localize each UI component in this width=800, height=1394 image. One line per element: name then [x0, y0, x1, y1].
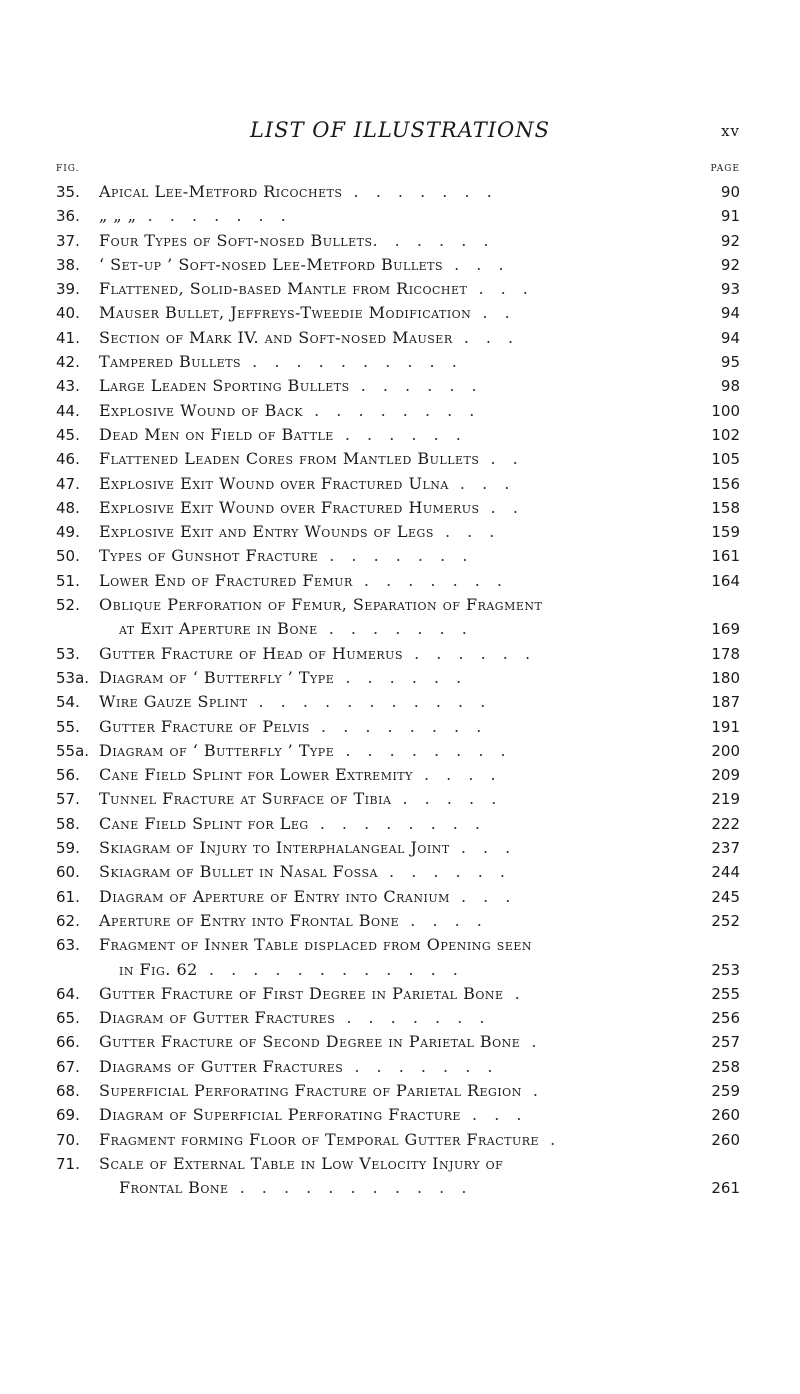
page-header — [0, 118, 800, 148]
figure-number: 61. — [56, 887, 80, 906]
figure-title — [99, 690, 699, 714]
list-item — [0, 204, 800, 228]
list-item — [0, 1152, 800, 1201]
figure-title — [99, 860, 699, 884]
figure-number: 57. — [56, 790, 80, 809]
figure-title — [99, 593, 699, 642]
list-item — [0, 787, 800, 811]
leader-dots: . . . . . . . — [335, 1008, 491, 1028]
leader-dots: . . . . . . — [349, 376, 483, 396]
figure-title — [99, 739, 699, 763]
page-ref: 91 — [720, 207, 740, 226]
title-line-1: ‘ Set-up ’ Soft-nosed Lee-Metford Bullets — [99, 254, 444, 274]
figure-number: 42. — [56, 353, 80, 372]
figure-number: 49. — [56, 523, 80, 542]
leader-dots: . . . — [443, 254, 510, 274]
page-ref: 260 — [711, 1106, 740, 1125]
figure-number: 70. — [56, 1130, 80, 1149]
leader-dots: . . . . . . . . — [334, 740, 512, 760]
list-item — [0, 593, 800, 642]
figure-title — [99, 447, 699, 471]
figure-number: 58. — [56, 814, 80, 833]
leader-dots: . . . — [467, 279, 534, 299]
leader-dots: . . . . . . — [377, 862, 511, 882]
page-ref: 178 — [711, 644, 740, 663]
figure-title — [99, 642, 699, 666]
leader-dots: . — [503, 983, 526, 1003]
list-item — [0, 520, 800, 544]
page-ref: 94 — [720, 328, 740, 347]
list-item — [0, 1079, 800, 1103]
page-ref: 98 — [720, 377, 740, 396]
title-line-1: Explosive Exit and Entry Wounds of Legs — [99, 522, 434, 542]
list-item — [0, 715, 800, 739]
title-line-1: Explosive Wound of Back — [99, 400, 304, 420]
figure-number: 71. — [56, 1154, 80, 1173]
figure-title — [99, 350, 699, 374]
figure-number: 55. — [56, 717, 80, 736]
figure-title — [99, 715, 699, 739]
figure-title — [99, 885, 699, 909]
figure-number: 40. — [56, 304, 80, 323]
title-line-1: Skiagram of Injury to Interphalangeal Joint — [99, 838, 450, 858]
figure-number: 67. — [56, 1057, 80, 1076]
title-line-1: Types of Gunshot Fracture — [99, 546, 319, 566]
page-ref: 255 — [711, 984, 740, 1003]
page-ref: 102 — [711, 425, 740, 444]
page-ref: 209 — [711, 766, 740, 785]
leader-dots: . . . . . . — [403, 643, 537, 663]
list-item — [0, 301, 800, 325]
title-line-1: Skiagram of Bullet in Nasal Fossa — [99, 862, 378, 882]
leader-dots: . . . . . . — [372, 230, 495, 250]
title-line-1: Four Types of Soft-nosed Bullets — [99, 230, 373, 250]
list-item — [0, 447, 800, 471]
title-line-1: Fragment forming Floor of Temporal Gutter Fracture — [99, 1129, 540, 1149]
figure-title — [99, 787, 699, 811]
figure-number: 56. — [56, 766, 80, 785]
figure-number: 53a. — [56, 668, 90, 687]
figure-title — [99, 569, 699, 593]
list-item — [0, 569, 800, 593]
title-line-1: Diagram of Superficial Perforating Fracture — [99, 1105, 461, 1125]
title-line-1: Oblique Perforation of Femur, Separation of Fragment — [99, 595, 543, 615]
leader-dots: . . . . — [399, 910, 488, 930]
page-ref: 156 — [711, 474, 740, 493]
title-line-1: Cane Field Splint for Lower Extremity — [99, 765, 413, 785]
list-item — [0, 1055, 800, 1079]
page-ref: 92 — [720, 255, 740, 274]
list-item — [0, 472, 800, 496]
leader-dots: . . . . . . — [334, 667, 468, 687]
figure-number: 69. — [56, 1106, 80, 1125]
title-line-1: Flattened Leaden Cores from Mantled Bullets — [99, 449, 480, 469]
page-ref: 259 — [711, 1081, 740, 1100]
figure-title — [99, 204, 699, 228]
leader-dots: . . . . . . . — [317, 619, 473, 639]
leader-dots: . . . . . . . — [343, 1056, 499, 1076]
title-line-1: Gutter Fracture of Head of Humerus — [99, 643, 403, 663]
title-line-2: in Fig. 62 — [119, 959, 198, 979]
title-line-1: Diagram of Aperture of Entry into Cranium — [99, 886, 450, 906]
figure-number: 52. — [56, 596, 80, 615]
figure-title — [99, 1103, 699, 1127]
title-line-1: Gutter Fracture of First Degree in Parietal Bone — [99, 983, 504, 1003]
figure-number: 50. — [56, 547, 80, 566]
leader-dots: . . — [479, 449, 524, 469]
list-item — [0, 423, 800, 447]
figure-title — [99, 1006, 699, 1030]
list-item — [0, 326, 800, 350]
leader-dots: . . . . . . . . . . . — [247, 692, 492, 712]
title-line-1: Diagram of ‘ Butterfly ’ Type — [99, 740, 335, 760]
list-item — [0, 1103, 800, 1127]
title-line-1: Gutter Fracture of Pelvis — [99, 716, 310, 736]
title-line-1: Lower End of Fractured Femur — [99, 570, 353, 590]
title-line-1: Apical Lee-Metford Ricochets — [99, 182, 343, 201]
figure-title — [99, 836, 699, 860]
figure-number: 37. — [56, 231, 80, 250]
list-item — [0, 909, 800, 933]
figure-title — [99, 229, 699, 253]
figure-number: 47. — [56, 474, 80, 493]
leader-dots: . . . . . . . — [136, 206, 292, 226]
page-ref: 253 — [711, 960, 740, 979]
leader-dots: . . . . . . . — [352, 570, 509, 590]
figure-number: 38. — [56, 255, 80, 274]
title-line-1: Diagrams of Gutter Fractures — [99, 1056, 344, 1076]
list-item — [0, 1030, 800, 1054]
list-item — [0, 739, 800, 763]
figure-number: 44. — [56, 401, 80, 420]
leader-dots: . . . — [448, 473, 516, 493]
title-line-1: Superficial Perforating Fracture of Parietal Region — [99, 1080, 522, 1100]
list-item — [0, 933, 800, 982]
illustration-list — [0, 180, 800, 1200]
leader-dots: . . . . . . . — [318, 546, 474, 566]
page-ref: 261 — [711, 1179, 740, 1198]
figure-number: 46. — [56, 450, 80, 469]
leader-dots: . . . . . . . . . . . — [228, 1178, 473, 1198]
list-item — [0, 253, 800, 277]
page-ref: 219 — [711, 790, 740, 809]
list-item — [0, 180, 800, 204]
leader-dots: . . . . . — [391, 789, 503, 809]
list-item — [0, 544, 800, 568]
title-line-1: „ „ „ — [99, 206, 137, 226]
page-ref: 92 — [720, 231, 740, 250]
leader-dots: . — [539, 1129, 562, 1149]
page-ref: 244 — [711, 863, 740, 882]
list-item — [0, 642, 800, 666]
title-line-1: Cane Field Splint for Leg — [99, 813, 309, 833]
list-item — [0, 885, 800, 909]
figure-number: 39. — [56, 280, 80, 299]
title-line-1: Fragment of Inner Table displaced from Opening seen — [99, 935, 532, 955]
figure-title — [99, 180, 699, 204]
title-line-1: Flattened, Solid-based Mantle from Ricochet — [99, 279, 468, 299]
title-line-1: Mauser Bullet, Jeffreys-Tweedie Modification — [99, 303, 472, 323]
list-item — [0, 763, 800, 787]
figure-title — [99, 301, 699, 325]
page-ref: 200 — [711, 741, 740, 760]
figure-number: 53. — [56, 644, 80, 663]
page-ref: 256 — [711, 1009, 740, 1028]
list-item — [0, 1128, 800, 1152]
leader-dots: . . . — [449, 838, 517, 858]
title-line-1: Aperture of Entry into Frontal Bone — [99, 910, 400, 930]
figure-number: 51. — [56, 571, 80, 590]
list-item — [0, 374, 800, 398]
figure-number: 54. — [56, 693, 80, 712]
figure-title — [99, 472, 699, 496]
column-headings — [56, 164, 740, 178]
figure-title — [99, 423, 699, 447]
page-ref: 237 — [711, 839, 740, 858]
leader-dots: . . — [479, 497, 524, 517]
page-ref: 158 — [711, 498, 740, 517]
figure-title — [99, 374, 699, 398]
figure-number: 43. — [56, 377, 80, 396]
figure-number: 36. — [56, 207, 80, 226]
figure-title — [99, 544, 699, 568]
list-item — [0, 690, 800, 714]
figure-number: 55a. — [56, 741, 90, 760]
leader-dots: . . . . . . . . . . — [241, 352, 463, 372]
page-ref: 105 — [711, 450, 740, 469]
title-line-1: Explosive Exit Wound over Fractured Humerus — [99, 497, 480, 517]
figure-title — [99, 933, 699, 982]
figure-title — [99, 496, 699, 520]
fig-column-heading: FIG. — [56, 164, 80, 174]
figure-title — [99, 1128, 699, 1152]
figure-title — [99, 763, 699, 787]
figure-title — [99, 666, 699, 690]
figure-number: 63. — [56, 936, 80, 955]
figure-title — [99, 399, 699, 423]
list-item — [0, 1006, 800, 1030]
page-number: xv — [721, 122, 740, 140]
list-item — [0, 350, 800, 374]
title-line-1: Explosive Exit Wound over Fractured Ulna — [99, 473, 449, 493]
figure-number: 66. — [56, 1033, 80, 1052]
page-ref: 222 — [711, 814, 740, 833]
figure-number: 62. — [56, 911, 80, 930]
list-item — [0, 836, 800, 860]
leader-dots: . . . — [460, 1105, 528, 1125]
page-ref: 164 — [711, 571, 740, 590]
page-ref: 90 — [720, 183, 740, 201]
figure-title — [99, 1030, 699, 1054]
page-ref: 191 — [711, 717, 740, 736]
figure-number: 60. — [56, 863, 80, 882]
page-ref: 93 — [720, 280, 740, 299]
leader-dots: . . . . . . . . — [309, 716, 488, 736]
leader-dots: . — [521, 1080, 544, 1100]
figure-number: 35. — [56, 183, 80, 201]
title-line-1: Gutter Fracture of Second Degree in Parietal Bone — [99, 1032, 521, 1052]
leader-dots: . . — [471, 303, 516, 323]
title-line-1: Large Leaden Sporting Bullets — [99, 376, 350, 396]
title-line-1: Tampered Bullets — [99, 352, 242, 372]
leader-dots: . . . . . . . . — [303, 400, 481, 420]
list-item — [0, 399, 800, 423]
list-item — [0, 496, 800, 520]
page-ref: 258 — [711, 1057, 740, 1076]
running-title: LIST OF ILLUSTRATIONS — [249, 118, 550, 142]
figure-title — [99, 812, 699, 836]
leader-dots: . . . — [433, 522, 501, 542]
figure-title — [99, 1152, 699, 1201]
page-ref: 159 — [711, 523, 740, 542]
page-ref: 100 — [711, 401, 740, 420]
list-item — [0, 666, 800, 690]
leader-dots: . . . . . . . — [342, 182, 498, 201]
title-line-1: Diagram of ‘ Butterfly ’ Type — [99, 667, 335, 687]
title-line-1: Wire Gauze Splint — [99, 692, 248, 712]
title-line-1: Diagram of Gutter Fractures — [99, 1008, 336, 1028]
figure-title — [99, 253, 699, 277]
list-item — [0, 277, 800, 301]
figure-number: 45. — [56, 425, 80, 444]
figure-number: 59. — [56, 839, 80, 858]
leader-dots: . . . — [452, 327, 520, 347]
page-ref: 252 — [711, 911, 740, 930]
leader-dots: . — [520, 1032, 543, 1052]
figure-number: 48. — [56, 498, 80, 517]
title-line-1: Section of Mark IV. and Soft-nosed Mauser — [99, 327, 453, 347]
figure-title — [99, 982, 699, 1006]
page-ref: 245 — [711, 887, 740, 906]
figure-number: 68. — [56, 1081, 80, 1100]
figure-title — [99, 909, 699, 933]
page-ref: 257 — [711, 1033, 740, 1052]
title-line-2: at Exit Aperture in Bone — [119, 619, 318, 639]
leader-dots: . . . . . . . . . . . . — [197, 959, 464, 979]
figure-number: 65. — [56, 1009, 80, 1028]
figure-title — [99, 1079, 699, 1103]
list-item — [0, 229, 800, 253]
page-column-heading: PAGE — [710, 164, 740, 174]
title-line-1: Tunnel Fracture at Surface of Tibia — [99, 789, 392, 809]
leader-dots: . . . . . . . . — [308, 813, 487, 833]
figure-title — [99, 1055, 699, 1079]
figure-title — [99, 277, 699, 301]
figure-title — [99, 326, 699, 350]
title-line-1: Scale of External Table in Low Velocity Injury of — [99, 1153, 504, 1173]
leader-dots: . . . — [449, 886, 517, 906]
figure-number: 64. — [56, 984, 80, 1003]
page-ref: 95 — [720, 353, 740, 372]
page-ref: 187 — [711, 693, 740, 712]
figure-number: 41. — [56, 328, 80, 347]
leader-dots: . . . . . . — [333, 424, 467, 444]
page-ref: 180 — [711, 668, 740, 687]
figure-title — [99, 520, 699, 544]
page-ref: 260 — [711, 1130, 740, 1149]
leader-dots: . . . . — [412, 765, 502, 785]
list-item — [0, 812, 800, 836]
title-line-2: Frontal Bone — [119, 1178, 229, 1198]
list-item — [0, 860, 800, 884]
page-ref: 94 — [720, 304, 740, 323]
page-ref: 169 — [711, 620, 740, 639]
title-line-1: Dead Men on Field of Battle — [99, 424, 334, 444]
list-item — [0, 982, 800, 1006]
page-ref: 161 — [711, 547, 740, 566]
